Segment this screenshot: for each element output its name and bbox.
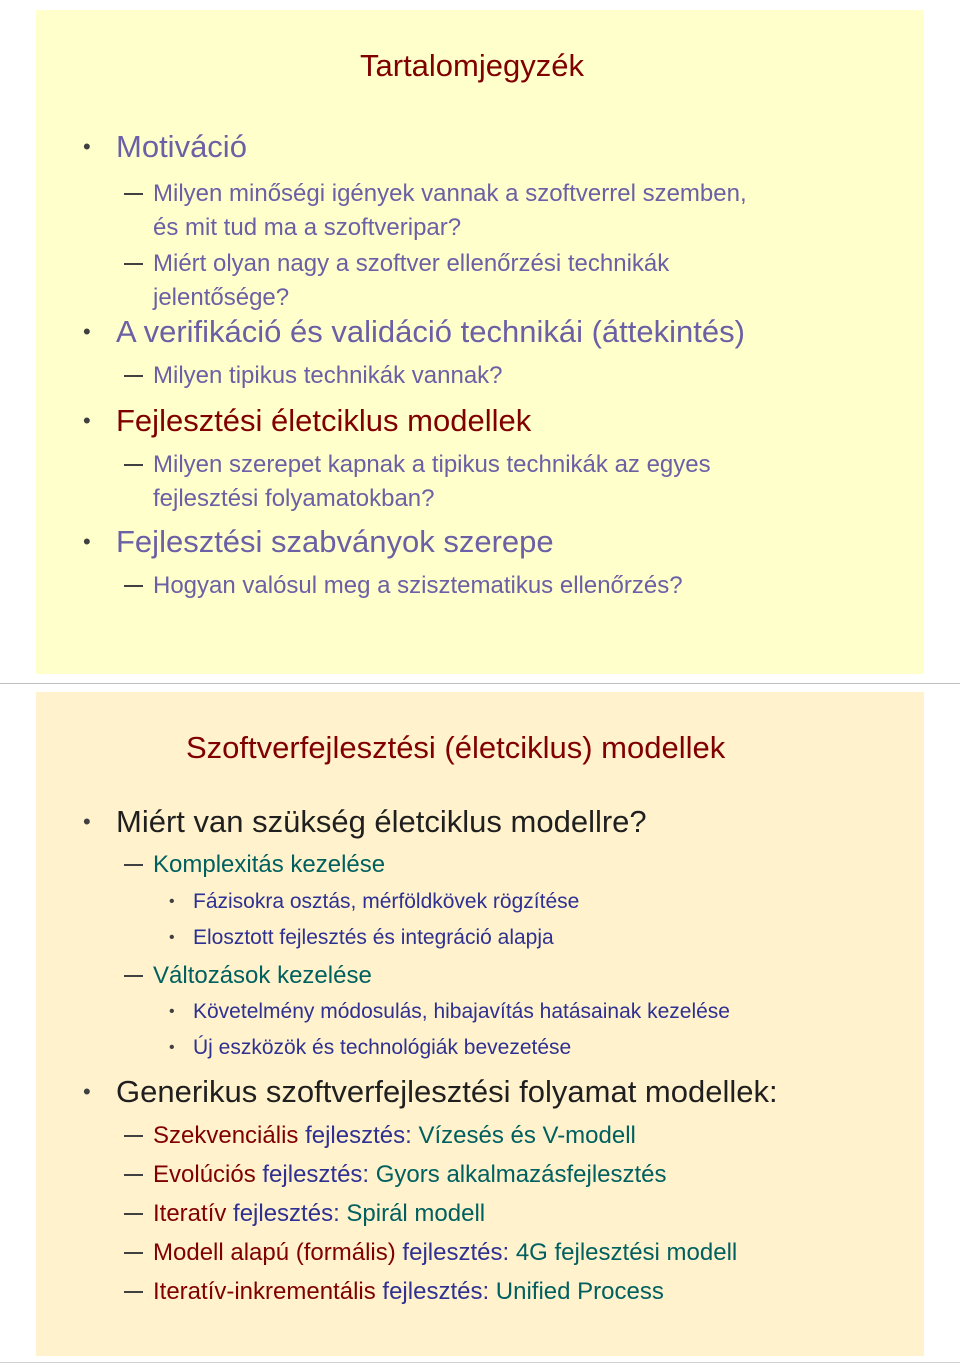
model-rest: fejlesztés: (298, 1122, 419, 1149)
sub-sub-item (169, 997, 730, 1027)
sub-item (153, 247, 669, 315)
bullet-dot-icon: • (83, 408, 91, 433)
model-example: Vízesés és V-modell (418, 1122, 636, 1149)
sub-item-line: Miért olyan nagy a szoftver ellenőrzési technikák (153, 250, 670, 277)
bullet-generic-models (83, 1074, 778, 1110)
sub-item-line: Milyen tipikus technikák vannak? (153, 362, 503, 389)
model-kind: Modell alapú (formális) (153, 1239, 396, 1266)
bullet-dot-icon: • (169, 929, 175, 946)
dash-icon (124, 464, 143, 466)
model-item (153, 1158, 667, 1192)
dash-icon (124, 375, 143, 377)
dash-icon (124, 1252, 143, 1254)
sub-item-line: Milyen szerepet kapnak a tipikus technikák az egyes (153, 451, 711, 478)
bullet-label: Miért van szükség életciklus modellre? (116, 804, 647, 839)
sub-item-line: és mit tud ma a szoftveripar? (153, 214, 462, 241)
sub-item (153, 569, 683, 603)
dash-icon (124, 864, 143, 866)
bullet-dot-icon: • (169, 893, 175, 910)
sub-sub-item (169, 923, 554, 953)
model-example: Gyors alkalmazásfejlesztés (375, 1161, 667, 1188)
sub-item (153, 448, 711, 516)
dash-icon (124, 585, 143, 587)
sub-sub-item (169, 1033, 572, 1063)
sub-item-line: Változások kezelése (153, 962, 372, 989)
sub-sub-item-label: Fázisokra osztás, mérföldkövek rögzítése (193, 890, 580, 913)
sub-item (153, 177, 747, 245)
model-rest: fejlesztés: (255, 1161, 376, 1188)
slide-lifecycle-models (36, 692, 924, 1356)
sub-item (153, 359, 503, 393)
model-item (153, 1275, 664, 1309)
model-example: 4G fejlesztési modell (515, 1239, 738, 1266)
dash-icon (124, 193, 143, 195)
model-rest: fejlesztés: (375, 1278, 496, 1305)
page-bottom-border (0, 1362, 960, 1363)
model-item (153, 1236, 737, 1270)
model-kind: Szekvenciális (153, 1122, 299, 1149)
model-kind: Iteratív (153, 1200, 227, 1227)
bullet-dot-icon: • (83, 319, 91, 344)
bullet-dot-icon: • (83, 1079, 91, 1104)
bullet-motivation (83, 129, 247, 165)
sub-sub-item-label: Új eszközök és technológiák bevezetése (193, 1036, 572, 1059)
sub-sub-item (169, 887, 580, 917)
model-item (153, 1119, 636, 1153)
page-divider (0, 683, 960, 684)
dash-icon (124, 1135, 143, 1137)
sub-item-changes (153, 959, 372, 993)
sub-item-line: Milyen minőségi igények vannak a szoftverrel szemben, (153, 180, 747, 207)
model-rest: fejlesztés: (226, 1200, 347, 1227)
sub-sub-item-label: Követelmény módosulás, hibajavítás hatásainak kezelése (193, 1000, 730, 1023)
bullet-label: A verifikáció és validáció technikái (áttekintés) (116, 314, 745, 349)
bullet-why-lifecycle (83, 804, 647, 840)
bullet-label: Generikus szoftverfejlesztési folyamat modellek: (116, 1074, 778, 1109)
dash-icon (124, 1174, 143, 1176)
model-example: Unified Process (495, 1278, 664, 1305)
dash-icon (124, 263, 143, 265)
dash-icon (124, 1213, 143, 1215)
dash-icon (124, 975, 143, 977)
sub-sub-item-label: Elosztott fejlesztés és integráció alapja (193, 926, 554, 949)
slide-title: Tartalomjegyzék (360, 48, 584, 83)
bullet-verification (83, 314, 745, 350)
bullet-dot-icon: • (169, 1003, 175, 1020)
bullet-label: Fejlesztési szabványok szerepe (116, 524, 554, 559)
bullet-label: Motiváció (116, 129, 247, 164)
model-rest: fejlesztés: (395, 1239, 516, 1266)
sub-item-line: Komplexitás kezelése (153, 851, 386, 878)
slide-table-of-contents (36, 10, 924, 674)
sub-item-line: jelentősége? (153, 284, 290, 311)
model-item (153, 1197, 485, 1231)
sub-item-line: fejlesztési folyamatokban? (153, 485, 435, 512)
bullet-standards (83, 524, 554, 560)
bullet-dot-icon: • (83, 809, 91, 834)
bullet-lifecycle-models (83, 403, 532, 439)
sub-item-complexity (153, 848, 385, 882)
model-kind: Iteratív-inkrementális (153, 1278, 376, 1305)
bullet-dot-icon: • (169, 1039, 175, 1056)
bullet-label: Fejlesztési életciklus modellek (116, 403, 532, 438)
model-kind: Evolúciós (153, 1161, 256, 1188)
slide-title: Szoftverfejlesztési (életciklus) modellek (186, 730, 726, 765)
sub-item-line: Hogyan valósul meg a szisztematikus ellenőrzés? (153, 572, 683, 599)
bullet-dot-icon: • (83, 134, 91, 159)
bullet-dot-icon: • (83, 529, 91, 554)
dash-icon (124, 1291, 143, 1293)
model-example: Spirál modell (346, 1200, 486, 1227)
